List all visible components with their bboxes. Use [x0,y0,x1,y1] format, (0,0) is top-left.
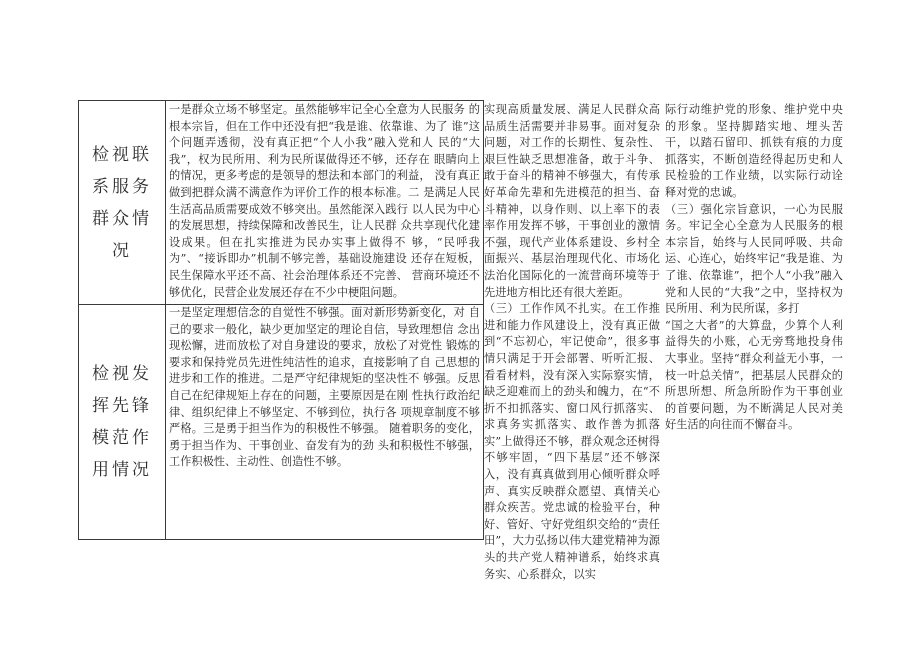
paragraph: 际行动维护党的形象、维护党中央的形象。坚持脚踏实地、埋头苦干，以踏石留印、抓铁有痕的力度抓落实，不断创造经得起历史和人民检验的工作业绩，以实际行动诠释对党的忠诚。 [665,103,843,199]
table-row [79,304,483,539]
row-content-service: 一是群众立场不够坚定。虽然能够牢记全心全意为人民服务 的根本宗旨，但在工作中还没有把“我是谁、依靠谁、为了 谁”这个问题弄透彻，没有真正把“个人小我”融入党和人 民的“大我”，权为民所用、利为民所谋做得还不够，还存在 眼睛向上的情况，更多考虑的是领导的想法和本部门的利益， 没有真正做到把群众满不满意作为评价工作的根本标准。二 是满足人民生活高品质需要成效不够突出。虽然能深入践行 以人民为中心的发展思想，持续保障和改善民生，让人民群 众共享现代化建设成果。但在扎实推进为民办实事上做得不 够，“民呼我为”、“接诉即办”机制不够完善，基础设施建设 还存在短板，民生保障水平还不高、社会治理体系还不完善、 营商环境还不够优化，民营企业发展还存在不少中梗阻问题。 [169,103,480,299]
text-column-right [665,102,843,434]
review-table [78,100,484,540]
row-label-cell [79,101,166,304]
row-label-cell [79,304,166,539]
row-label-vanguard: 检视发挥先锋模范作用情况 [92,363,152,480]
paragraph: 实现高质量发展、满足人民群众高品质生活需要并非易事。面对复杂问题，对工作的长期性、复杂性、艰巨性缺乏思想准备，敢于斗争、敢于奋斗的精神不够强大，有传承好革命先辈和先进模范的担当、奋斗精神，以身作则、以上率下的表率作用发挥不够，干事创业的激情不强，现代产业体系建设、乡村全面振兴、基层治理现代化、市场化法治化国际化的一流营商环境等于先进地方相比还有很大差距。 [484,103,660,299]
paragraph: “国之大者”的大算盘，少算个人利益得失的小账，心无旁骛地投身伟大事业。坚持“群众利益无小事，一枝一叶总关情”，把基层人民群众的所思所想、所急所盼作为干事创业的首要问题，为不断满足人民对美好生活的向往而不懈奋斗。 [665,318,843,432]
paragraph: （三）强化宗旨意识，一心为民服务。牢记全心全意为人民服务的根本宗旨，始终与人民同呼吸、共命运、心连心，始终牢记“我是谁、为了谁、依靠谁”，把个人“小我”融入党和人民的“大我”之中，坚持权为民所用、利为民所谋，多打 [665,202,843,316]
row-content-vanguard: 一是坚定理想信念的自觉性不够强。面对新形势新变化，对 自己的要求一般化，缺少更加坚定的理论自信，导致理想信 念出现松懈，进而放松了对自身建设的要求，放松了对党性 锻炼的要求和保持党员先进性纯洁性的追求，直接影响了自 己思想的进步和工作的推进。二是严守纪律规矩的坚决性不 够强。反思自己在纪律规矩上存在的问题，主要原因是在刚 性执行政治纪律、组织纪律上不够坚定、不够到位，执行各 项规章制度不够严格。三是勇于担当作为的积极性不够强。 随着职务的变化，勇于担当作为、干事创业、奋发有为的劲 头和积极性不够强，工作积极性、主动性、创造性不够。 [169,306,480,469]
row-label-service: 检视联系服务群众情况 [92,144,152,261]
paragraph: （三）工作作风不扎实。在工作推进和能力作风建设上，没有真正做到“不忘初心，牢记使命”，很多事情只满足于开会部署、听听汇报、看看材料，没有深入实际察实情，缺乏迎难而上的劲头和魄力，在“不折不扣抓落实、窗口风行抓落实、求真务实抓落实、敢作善为抓落实”上做得还不够，群众观念还树得不够牢固，“四下基层”还不够深入，没有真真做到用心倾听群众呼声、真实反映群众愿望、真情关心群众疾苦。党忠诚的检验平台，种好、管好、守好党组织交给的“责任田”，大力弘扬以伟大建党精神为源头的共产党人精神谱系，始终求真务实、心系群众，以实 [484,302,660,581]
table-row [79,101,483,305]
text-column-middle [484,102,660,583]
